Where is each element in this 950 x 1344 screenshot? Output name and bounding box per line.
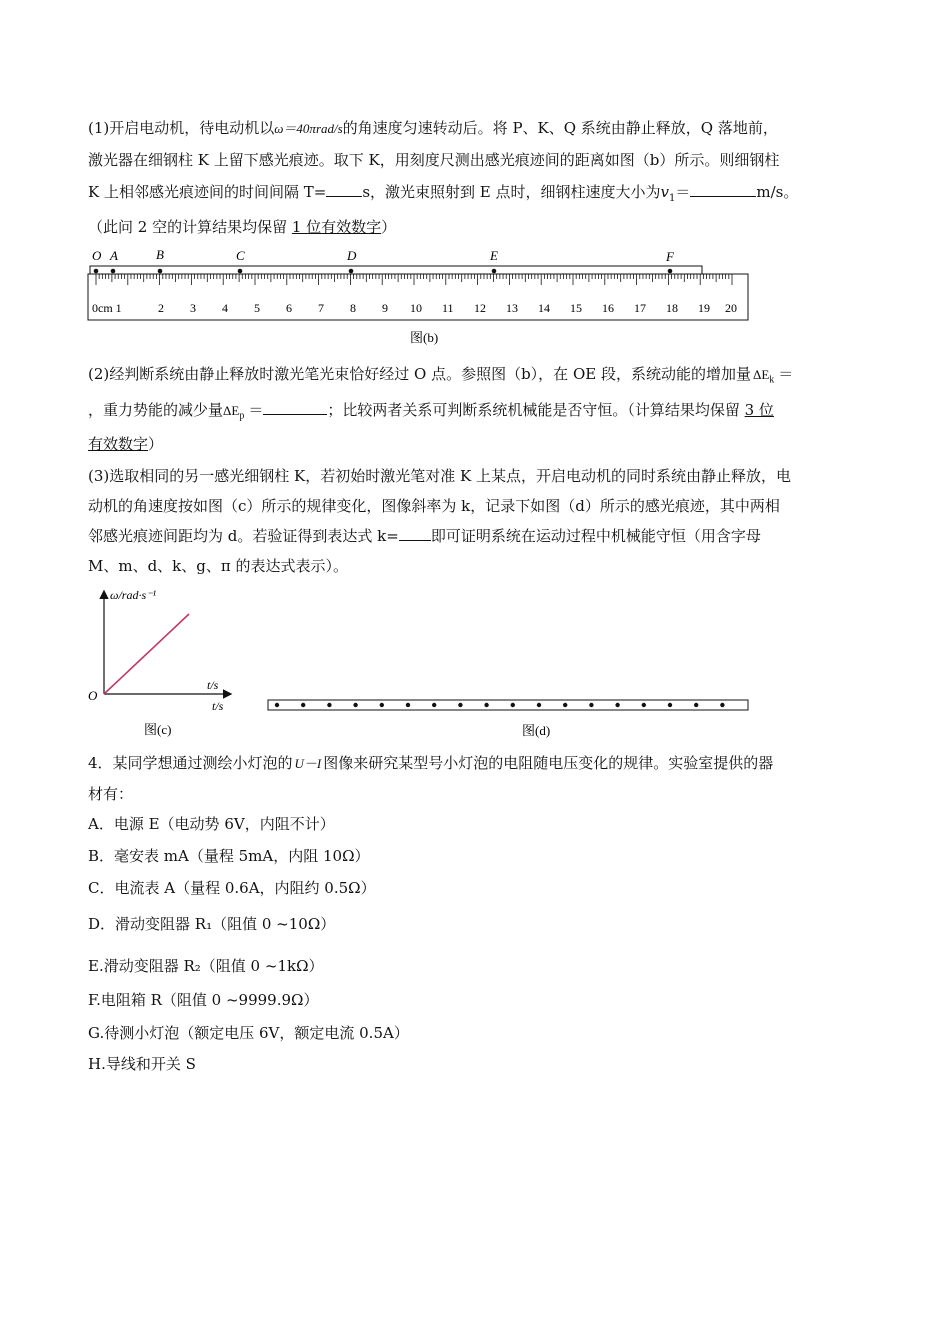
trace-dot [380, 703, 384, 707]
y-axis-label: ω/rad·s⁻¹ [110, 588, 157, 602]
text: 邻感光痕迹间距均为 d。若验证得到表达式 k= [88, 527, 399, 545]
equals: ＝ [248, 401, 264, 419]
ruler-number-19: 19 [698, 301, 710, 315]
ruler-number-5: 5 [254, 301, 260, 315]
answer-blank-T[interactable] [326, 182, 362, 197]
trace-dot [642, 703, 646, 707]
ruler-number-20: 20 [725, 301, 737, 315]
trace-dot [327, 703, 331, 707]
text: （此问 2 空的计算结果均保留 [88, 218, 292, 236]
v-symbol: v [660, 183, 669, 201]
label-F: F [666, 249, 674, 264]
ruler-number-16: 16 [602, 301, 614, 315]
ruler-number-6: 6 [286, 301, 292, 315]
label-B: B [156, 247, 164, 262]
figure-b-caption: 图(b) [410, 330, 439, 345]
underlined-text: 1 位有效数字 [291, 218, 382, 236]
label-C: C [236, 248, 245, 263]
trace-dot [484, 703, 488, 707]
ruler-number-11: 11 [442, 301, 454, 315]
figure-c-caption: 图(c) [144, 722, 172, 737]
equals: ＝ [675, 183, 691, 201]
q3-part2-line2 [88, 399, 774, 428]
point-A [111, 269, 116, 274]
ruler-number-2: 2 [158, 301, 164, 315]
omega-t-line [104, 614, 189, 694]
point-E [492, 269, 497, 274]
ruler-number-18: 18 [666, 301, 678, 315]
text: ；比较两者关系可判断系统机械能是否守恒。（计算结果均保留 [327, 401, 745, 419]
trace-dot [275, 703, 279, 707]
text: 图像来研究某型号小灯泡的电阻随电压变化的规律。实验室提供的器 [323, 754, 774, 772]
trace-dot [537, 703, 541, 707]
delta-ep-subscript: p [239, 410, 245, 422]
q3-part2-line3 [88, 433, 163, 455]
text: 的角速度匀速转动后。将 P、K、Q 系统由静止释放，Q 落地前， [342, 119, 778, 137]
label-O: O [92, 248, 102, 263]
point-F [668, 269, 673, 274]
delta-ek [752, 367, 775, 386]
delta-ek-symbol: ΔE [752, 367, 770, 382]
ruler-number-17: 17 [634, 301, 646, 315]
point-O [94, 269, 99, 274]
text: K 上相邻感光痕迹间的时间间隔 T= [88, 183, 327, 201]
v-subscript: 1 [669, 193, 676, 204]
ruler-number-8: 8 [350, 301, 356, 315]
text: m/s。 [756, 183, 799, 201]
trace-dot [511, 703, 515, 707]
steel-column-d [268, 700, 748, 710]
label-E: E [490, 248, 498, 263]
text: (2)经判断系统由静止释放时激光笔光束恰好经过 O 点。参照图（b），在 OE 段，系统动能的增加量 [88, 365, 751, 383]
text: ） [148, 435, 164, 453]
underlined-text: 3 位 [744, 401, 774, 419]
trace-dot [694, 703, 698, 707]
q4-item-E: E.滑动变阻器 R₂（阻值 0 ~1kΩ） [88, 957, 324, 975]
q4-item-H: H.导线和开关 S [88, 1055, 196, 1073]
q3-part3-line3 [88, 525, 761, 547]
q4-item-C: C．电流表 A（量程 0.6A，内阻约 0.5Ω） [88, 879, 376, 897]
trace-dot [458, 703, 462, 707]
answer-blank-dEp[interactable] [263, 400, 327, 415]
delta-ek-subscript: k [769, 374, 775, 386]
ruler-number-9: 9 [382, 301, 388, 315]
text: 4．某同学想通过测绘小灯泡的 [88, 754, 293, 772]
point-B [158, 269, 163, 274]
figure-d-caption: 图(d) [522, 723, 551, 738]
label-D: D [347, 248, 357, 263]
q4-item-A: A．电源 E（电动势 6V，内阻不计） [88, 815, 335, 833]
omega-value: ω＝40πrad/s [274, 121, 343, 136]
origin-label: O [88, 688, 98, 703]
label-A: A [110, 248, 118, 263]
q3-part2-line1 [88, 363, 793, 392]
ruler-number-7: 7 [318, 301, 324, 315]
ruler-number-3: 3 [190, 301, 196, 315]
trace-dot [406, 703, 410, 707]
trace-dot [353, 703, 357, 707]
point-C [238, 269, 243, 274]
trace-dot [668, 703, 672, 707]
ruler-number-10: 10 [410, 301, 422, 315]
q3-part3-line4: M、m、d、k、g、π 的表达式表示）。 [88, 557, 349, 575]
ruler-ticks [96, 274, 732, 285]
ruler-number-12: 12 [474, 301, 486, 315]
q3-part1-line1 [88, 117, 778, 140]
q4-item-B: B．毫安表 mA（量程 5mA，内阻 10Ω） [88, 847, 370, 865]
trace-dot [589, 703, 593, 707]
q4-line1 [88, 752, 773, 775]
trace-dot [432, 703, 436, 707]
ruler-number-14: 14 [538, 301, 550, 315]
equals: ＝ [778, 365, 794, 383]
q4-line2: 材有： [88, 785, 134, 803]
answer-blank-v1[interactable] [690, 182, 756, 197]
underlined-text: 有效数字 [88, 435, 149, 453]
text: (1)开启电动机，待电动机以 [88, 119, 275, 137]
x-axis-label-below: t/s [212, 699, 224, 713]
q3-part3-line2: 动机的角速度按如图（c）所示的规律变化，图像斜率为 k，记录下如图（d）所示的感光痕迹，其中两相 [88, 497, 780, 515]
q3-part1-note [88, 216, 396, 238]
answer-blank-k[interactable] [399, 526, 431, 541]
x-axis-label: t/s [207, 678, 219, 692]
point-D [349, 269, 354, 274]
delta-ep-symbol: ΔE [223, 403, 240, 418]
figure-c-graph [82, 586, 252, 746]
point-labels [92, 247, 675, 264]
figure-d-strip [264, 695, 754, 745]
text: 即可证明系统在运动过程中机械能守恒（用含字母 [430, 527, 761, 545]
q3-part1-line2: 激光器在细钢柱 K 上留下感光痕迹。取下 K，用刻度尺测出感光痕迹间的距离如图（b）所示。则细钢柱 [88, 151, 780, 169]
ui-symbol: U－I [294, 756, 322, 771]
trace-dot [720, 703, 724, 707]
q3-part3-line1: (3)选取相同的另一感光细钢柱 K，若初始时激光笔对准 K 上某点，开启电动机的同时系统由静止释放，电 [88, 467, 791, 485]
text: ，重力势能的减少量 [88, 401, 224, 419]
text: s，激光束照射到 E 点时，细钢柱速度大小为 [362, 183, 661, 201]
ruler-number-15: 15 [570, 301, 582, 315]
trace-dot [563, 703, 567, 707]
q4-item-G: G.待测小灯泡（额定电压 6V，额定电流 0.5A） [88, 1024, 409, 1042]
q4-item-F: F.电阻箱 R（阻值 0 ~9999.9Ω） [88, 991, 319, 1009]
figure-b-ruler [80, 244, 760, 354]
delta-ep [223, 403, 245, 422]
ruler-number-4: 4 [222, 301, 228, 315]
ruler-number-13: 13 [506, 301, 518, 315]
text: ） [381, 218, 397, 236]
q3-part1-line3 [88, 181, 798, 210]
q4-item-D: D．滑动变阻器 R₁（阻值 0 ~10Ω） [88, 915, 336, 933]
ruler-number-0: 0cm 1 [92, 301, 122, 315]
trace-dot [301, 703, 305, 707]
trace-dot [615, 703, 619, 707]
